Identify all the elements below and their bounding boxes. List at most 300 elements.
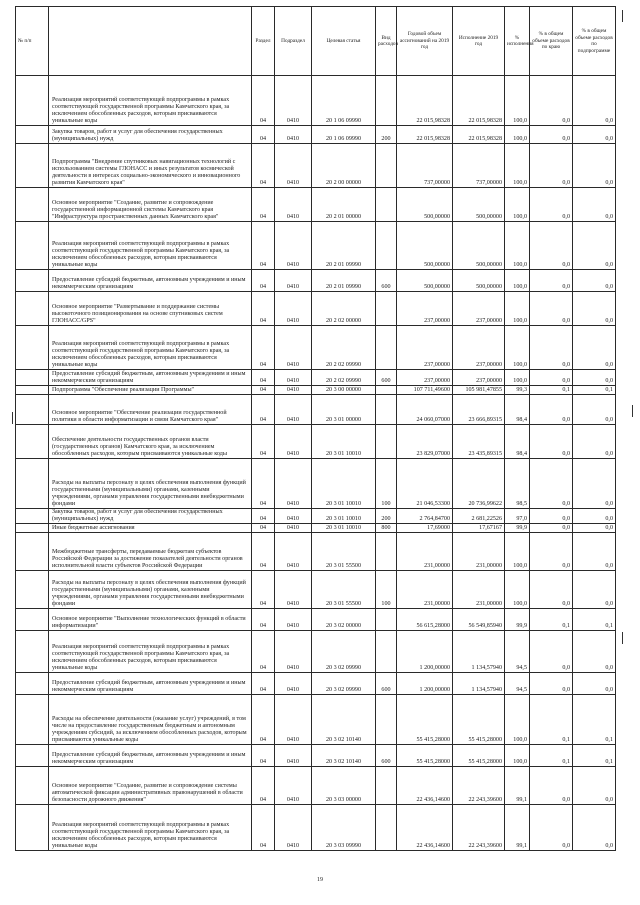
row-vid: 200 [376,126,397,144]
row-pct: 100,0 [505,126,530,144]
row-name: Расходы на выплаты персоналу в целях обеспечения выполнения функций государственными (муниципальными) органами, казенными учреждениями, органами управления государственными внебюджетными фондами [49,459,252,509]
row-vid [376,386,397,395]
row-num [16,188,49,222]
row-num [16,805,49,851]
row-share-prog: 0,1 [573,609,616,631]
row-share-total: 0,0 [530,370,573,386]
row-plan: 237,00000 [397,370,453,386]
row-vid: 600 [376,370,397,386]
row-share-total: 0,0 [530,222,573,270]
row-section: 04 [252,292,275,326]
row-plan: 22 436,14600 [397,805,453,851]
row-num [16,524,49,533]
row-subsection: 0410 [275,144,312,188]
row-vid: 800 [376,524,397,533]
row-share-prog: 0,0 [573,571,616,609]
row-section: 04 [252,533,275,571]
row-vid [376,533,397,571]
row-pct: 100,0 [505,144,530,188]
row-section: 04 [252,459,275,509]
row-plan: 23 829,07000 [397,425,453,459]
row-name: Расходы на выплаты персоналу в целях обеспечения выполнения функций государственными (муниципальными) органами, казенными учреждениями, органами управления государственными внебюджетными фондами [49,571,252,609]
row-section: 04 [252,745,275,767]
row-vid [376,609,397,631]
row-target: 20 3 01 55500 [312,571,376,609]
table-row [16,188,616,222]
row-section: 04 [252,609,275,631]
row-pct: 100,0 [505,76,530,126]
row-target: 20 3 01 10010 [312,509,376,524]
row-share-total: 0,0 [530,805,573,851]
header-share-total: % в общем объеме расходов по краю [530,7,573,76]
row-name: Межбюджетные трансферты, передаваемые бюджетам субъектов Российской Федерации за достижение показателей деятельности органов исполнительной власти субъектов Российской Федерации [49,533,252,571]
row-target: 20 3 02 10140 [312,695,376,745]
row-vid: 100 [376,571,397,609]
row-share-total: 0,0 [530,292,573,326]
table-row [16,76,616,126]
row-fact: 237,00000 [453,292,505,326]
table-body [16,76,616,851]
row-share-total: 0,0 [530,144,573,188]
row-section: 04 [252,509,275,524]
row-target: 20 3 01 10010 [312,524,376,533]
table-row [16,126,616,144]
row-pct: 99,9 [505,524,530,533]
row-vid [376,767,397,805]
row-plan: 231,00000 [397,571,453,609]
row-plan: 22 015,98328 [397,76,453,126]
row-target: 20 3 02 10140 [312,745,376,767]
row-pct: 99,9 [505,609,530,631]
row-target: 20 3 02 09990 [312,631,376,673]
row-fact: 55 415,28000 [453,745,505,767]
table-row [16,459,616,509]
row-subsection: 0410 [275,395,312,425]
row-fact: 237,00000 [453,326,505,370]
row-fact: 500,00000 [453,222,505,270]
row-plan: 1 200,00000 [397,631,453,673]
row-section: 04 [252,395,275,425]
table-row [16,631,616,673]
row-section: 04 [252,126,275,144]
header-target: Целевая статья [312,7,376,76]
row-name: Закупка товаров, работ и услуг для обеспечения государственных (муниципальных) нужд [49,509,252,524]
row-name: Иные бюджетные ассигнования [49,524,252,533]
row-name: Подпрограмма "Внедрение спутниковых навигационных технологий с использованием системы ГЛОНАСС и иных результатов космической деятельности в интересах социально-экономического и инновационного развития Камчатского края" [49,144,252,188]
row-vid [376,805,397,851]
row-section: 04 [252,188,275,222]
table-row [16,767,616,805]
row-num [16,326,49,370]
row-fact: 22 015,98328 [453,76,505,126]
row-name: Закупка товаров, работ и услуг для обеспечения государственных (муниципальных) нужд [49,126,252,144]
margin-mark [632,405,633,417]
row-num [16,767,49,805]
row-name: Реализация мероприятий соответствующей подпрограммы в рамках соответствующей государственной программы Камчатского края, за исключением обособленных расходов, которым присваиваются уникальные коды [49,326,252,370]
row-fact: 23 666,89315 [453,395,505,425]
row-target: 20 2 02 09990 [312,326,376,370]
table-row [16,425,616,459]
row-num [16,609,49,631]
row-section: 04 [252,805,275,851]
row-pct: 99,1 [505,805,530,851]
row-plan: 237,00000 [397,292,453,326]
row-section: 04 [252,144,275,188]
row-plan: 237,00000 [397,326,453,370]
row-share-total: 0,0 [530,631,573,673]
row-num [16,126,49,144]
row-target: 20 1 06 09990 [312,126,376,144]
row-subsection: 0410 [275,509,312,524]
row-num [16,673,49,695]
row-pct: 99,1 [505,767,530,805]
header-share-prog: % в общем объеме расходов по подпрограмме [573,7,616,76]
row-name: Предоставление субсидий бюджетным, автономным учреждениям и иным некоммерческим организациям [49,370,252,386]
row-share-prog: 0,0 [573,673,616,695]
header-name [49,7,252,76]
row-share-total: 0,0 [530,270,573,292]
table-row [16,805,616,851]
row-pct: 98,5 [505,459,530,509]
header-fact: Исполнение 2019 год [453,7,505,76]
row-fact: 737,00000 [453,144,505,188]
row-num [16,745,49,767]
row-subsection: 0410 [275,459,312,509]
table-row [16,395,616,425]
header-vid: Вид расходов [376,7,397,76]
row-num [16,459,49,509]
row-section: 04 [252,425,275,459]
budget-table [15,6,616,851]
row-share-total: 0,0 [530,188,573,222]
row-pct: 100,0 [505,326,530,370]
row-num [16,222,49,270]
row-target: 20 1 06 09990 [312,76,376,126]
row-pct: 100,0 [505,695,530,745]
table-row [16,524,616,533]
row-vid [376,76,397,126]
row-num [16,571,49,609]
row-subsection: 0410 [275,533,312,571]
row-subsection: 0410 [275,386,312,395]
row-name: Реализация мероприятий соответствующей подпрограммы в рамках соответствующей государственной программы Камчатского края, за исключением обособленных расходов, которым присваиваются уникальные коды [49,631,252,673]
row-plan: 55 415,28000 [397,745,453,767]
row-share-prog: 0,0 [573,509,616,524]
row-vid [376,631,397,673]
row-plan: 21 046,53300 [397,459,453,509]
row-name: Основное мероприятие "Обеспечение реализации государственной политики в области информатизации и связи Камчатского края" [49,395,252,425]
row-share-total: 0,1 [530,695,573,745]
row-target: 20 2 01 09990 [312,270,376,292]
row-share-prog: 0,0 [573,767,616,805]
row-section: 04 [252,270,275,292]
table-row [16,144,616,188]
table-row [16,386,616,395]
row-fact: 20 736,99622 [453,459,505,509]
table-row [16,695,616,745]
row-name: Основное мероприятие "Создание, развитие и сопровождение системы автоматической фиксации административных правонарушений в области безопасности дорожного движения" [49,767,252,805]
row-pct: 94,5 [505,673,530,695]
row-fact: 1 134,57940 [453,631,505,673]
row-vid [376,188,397,222]
row-target: 20 3 01 10010 [312,425,376,459]
row-num [16,76,49,126]
row-name: Основное мероприятие "Развертывание и поддержание системы высокоточного позиционирования на основе спутниковых систем ГЛОНАСС/GPS" [49,292,252,326]
margin-mark [12,412,13,424]
row-target: 20 3 01 00000 [312,395,376,425]
row-plan: 2 764,84700 [397,509,453,524]
row-vid: 600 [376,745,397,767]
header-num: № п/п [16,7,49,76]
row-subsection: 0410 [275,188,312,222]
row-name: Предоставление субсидий бюджетным, автономным учреждениям и иным некоммерческим организациям [49,745,252,767]
row-share-total: 0,0 [530,571,573,609]
row-num [16,292,49,326]
row-fact: 105 981,47855 [453,386,505,395]
row-target: 20 2 01 00000 [312,188,376,222]
row-subsection: 0410 [275,805,312,851]
row-share-prog: 0,0 [573,126,616,144]
row-share-prog: 0,1 [573,386,616,395]
row-name: Обеспечение деятельности государственных органов власти (государственных органов) Камчатского края, за исключением обособленных расходов, которым присваиваются уникальные коды [49,425,252,459]
row-share-prog: 0,0 [573,188,616,222]
row-share-prog: 0,0 [573,222,616,270]
row-pct: 98,4 [505,395,530,425]
row-name: Подпрограмма "Обеспечение реализации Программы" [49,386,252,395]
row-name: Реализация мероприятий соответствующей подпрограммы в рамках соответствующей государственной программы Камчатского края, за исключением обособленных расходов, которым присваиваются уникальные коды [49,805,252,851]
row-share-total: 0,0 [530,767,573,805]
row-share-total: 0,0 [530,533,573,571]
row-name: Реализация мероприятий соответствующей подпрограммы в рамках соответствующей государственной программы Камчатского края, за исключением обособленных расходов, которым присваиваются уникальные коды [49,76,252,126]
table-row [16,222,616,270]
row-share-prog: 0,0 [573,533,616,571]
row-target: 20 2 02 00000 [312,292,376,326]
row-vid [376,144,397,188]
row-pct: 100,0 [505,571,530,609]
row-target: 20 3 00 00000 [312,386,376,395]
row-vid [376,292,397,326]
table-row [16,533,616,571]
row-pct: 100,0 [505,370,530,386]
row-vid: 600 [376,270,397,292]
row-share-prog: 0,0 [573,370,616,386]
row-share-prog: 0,0 [573,631,616,673]
row-section: 04 [252,222,275,270]
row-section: 04 [252,386,275,395]
row-pct: 100,0 [505,292,530,326]
row-share-total: 0,0 [530,326,573,370]
row-plan: 56 615,28000 [397,609,453,631]
row-share-total: 0,0 [530,76,573,126]
row-name: Основное мероприятие "Создание, развитие и сопровождение государственной информационной системы Камчатского края "Инфраструктура пространственных данных Камчатского края" [49,188,252,222]
row-section: 04 [252,524,275,533]
row-share-total: 0,0 [530,425,573,459]
row-plan: 22 436,14600 [397,767,453,805]
header-pct: % исполнения [505,7,530,76]
row-subsection: 0410 [275,767,312,805]
row-share-total: 0,0 [530,459,573,509]
row-section: 04 [252,631,275,673]
row-plan: 500,00000 [397,270,453,292]
row-subsection: 0410 [275,673,312,695]
row-subsection: 0410 [275,695,312,745]
row-subsection: 0410 [275,126,312,144]
row-share-prog: 0,0 [573,292,616,326]
row-vid [376,222,397,270]
row-share-prog: 0,1 [573,745,616,767]
row-subsection: 0410 [275,270,312,292]
row-pct: 99,3 [505,386,530,395]
row-fact: 237,00000 [453,370,505,386]
row-vid: 600 [376,673,397,695]
row-pct: 100,0 [505,270,530,292]
row-share-total: 0,0 [530,673,573,695]
row-section: 04 [252,673,275,695]
row-share-total: 0,1 [530,745,573,767]
row-share-total: 0,1 [530,386,573,395]
row-target: 20 2 02 09990 [312,370,376,386]
row-plan: 24 060,07000 [397,395,453,425]
row-vid [376,326,397,370]
row-num [16,270,49,292]
row-fact: 22 243,39600 [453,767,505,805]
row-subsection: 0410 [275,609,312,631]
row-target: 20 3 02 00000 [312,609,376,631]
row-plan: 737,00000 [397,144,453,188]
row-target: 20 2 01 09990 [312,222,376,270]
row-plan: 17,69000 [397,524,453,533]
row-plan: 22 015,98328 [397,126,453,144]
row-plan: 500,00000 [397,222,453,270]
row-fact: 500,00000 [453,270,505,292]
row-fact: 56 549,85940 [453,609,505,631]
row-fact: 23 435,89315 [453,425,505,459]
header-subsection: Подраздел [275,7,312,76]
row-num [16,509,49,524]
row-share-prog: 0,0 [573,459,616,509]
row-section: 04 [252,370,275,386]
row-subsection: 0410 [275,222,312,270]
row-vid: 100 [376,459,397,509]
row-share-prog: 0,0 [573,395,616,425]
row-target: 20 3 01 10010 [312,459,376,509]
table-row [16,571,616,609]
row-subsection: 0410 [275,631,312,673]
row-section: 04 [252,326,275,370]
table-row [16,270,616,292]
row-pct: 97,0 [505,509,530,524]
row-pct: 94,5 [505,631,530,673]
page-number: 19 [317,877,323,883]
row-share-total: 0,0 [530,395,573,425]
row-pct: 100,0 [505,745,530,767]
row-target: 20 3 02 09990 [312,673,376,695]
table-row [16,509,616,524]
row-num [16,395,49,425]
row-vid [376,695,397,745]
row-share-prog: 0,0 [573,76,616,126]
table-row [16,326,616,370]
row-section: 04 [252,76,275,126]
row-subsection: 0410 [275,571,312,609]
row-vid [376,425,397,459]
row-name: Реализация мероприятий соответствующей подпрограммы в рамках соответствующей государственной программы Камчатского края, за исключением обособленных расходов, которым присваиваются уникальные коды [49,222,252,270]
row-vid: 200 [376,509,397,524]
row-share-total: 0,1 [530,609,573,631]
row-share-prog: 0,1 [573,695,616,745]
row-num [16,144,49,188]
table-row [16,745,616,767]
table-row [16,609,616,631]
row-num [16,370,49,386]
row-share-total: 0,0 [530,524,573,533]
row-fact: 231,00000 [453,533,505,571]
row-share-prog: 0,0 [573,425,616,459]
row-pct: 100,0 [505,533,530,571]
row-fact: 22 015,98328 [453,126,505,144]
row-name: Основное мероприятие "Выполнение технологических функций в области информатизации" [49,609,252,631]
row-num [16,386,49,395]
row-plan: 231,00000 [397,533,453,571]
row-vid [376,395,397,425]
table-header-row [16,7,616,76]
row-name: Расходы на обеспечение деятельности (оказание услуг) учреждений, в том числе на предоставление государственным бюджетным и автономным учреждениям субсидий, за исключением обособленных расходов, которым присваиваются уникальные коды [49,695,252,745]
row-subsection: 0410 [275,76,312,126]
row-target: 20 3 03 00000 [312,767,376,805]
row-plan: 500,00000 [397,188,453,222]
row-fact: 17,67167 [453,524,505,533]
row-name: Предоставление субсидий бюджетным, автономным учреждениям и иным некоммерческим организациям [49,673,252,695]
row-fact: 500,00000 [453,188,505,222]
row-fact: 55 415,28000 [453,695,505,745]
row-share-prog: 0,0 [573,326,616,370]
row-target: 20 3 03 09990 [312,805,376,851]
row-fact: 2 681,22526 [453,509,505,524]
row-fact: 1 134,57940 [453,673,505,695]
row-share-prog: 0,0 [573,805,616,851]
row-share-total: 0,0 [530,509,573,524]
row-fact: 22 243,39600 [453,805,505,851]
row-plan: 55 415,28000 [397,695,453,745]
row-pct: 100,0 [505,222,530,270]
row-num [16,695,49,745]
row-plan: 1 200,00000 [397,673,453,695]
row-num [16,533,49,571]
row-plan: 107 711,49600 [397,386,453,395]
row-target: 20 2 00 00000 [312,144,376,188]
row-share-total: 0,0 [530,126,573,144]
row-num [16,425,49,459]
row-name: Предоставление субсидий бюджетным, автономным учреждениям и иным некоммерческим организациям [49,270,252,292]
row-pct: 100,0 [505,188,530,222]
margin-mark [622,632,623,644]
margin-mark [622,10,623,22]
row-subsection: 0410 [275,425,312,459]
row-section: 04 [252,571,275,609]
row-fact: 231,00000 [453,571,505,609]
row-section: 04 [252,695,275,745]
row-subsection: 0410 [275,292,312,326]
row-subsection: 0410 [275,745,312,767]
row-subsection: 0410 [275,326,312,370]
row-share-prog: 0,0 [573,144,616,188]
table-row [16,292,616,326]
table-row [16,673,616,695]
row-subsection: 0410 [275,370,312,386]
row-pct: 98,4 [505,425,530,459]
table-row [16,370,616,386]
header-section: Раздел [252,7,275,76]
